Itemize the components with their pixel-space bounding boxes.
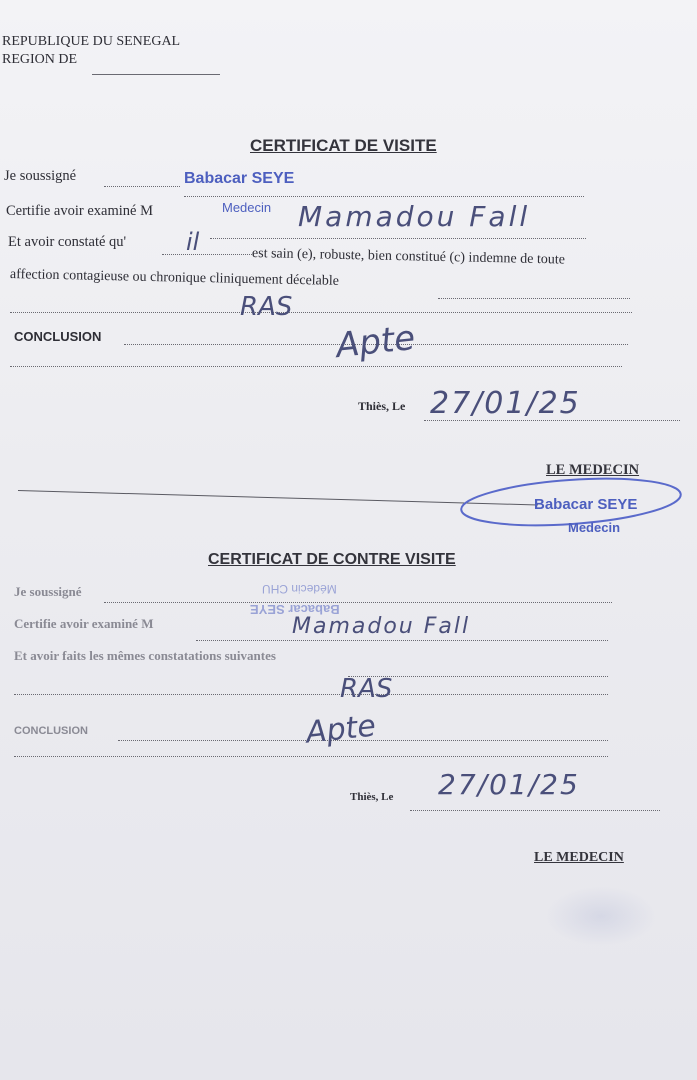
date-dots [424,420,680,421]
counter-visit-title: CERTIFICAT DE CONTRE VISITE [208,551,456,568]
undersigned-stamp-name: Babacar SEYE [184,170,295,187]
bleed-through-stamp-line-1: Médecin CHU [262,582,337,596]
republic-header: REPUBLIQUE DU SENEGAL [2,34,181,49]
counter-date-handwritten: 27/01/25 [438,768,580,801]
visit-signatory-title: LE MEDECIN [546,462,640,478]
faint-stamp-remnant [546,886,656,946]
examined-label: Certifie avoir examiné M [6,203,153,219]
noted-dots [162,254,254,255]
findings-handwritten: RAS [240,292,293,322]
counter-undersigned-label: Je soussigné [14,584,82,599]
undersigned-dots-end [184,196,584,197]
counter-place-date-label: Thiès, Le [350,791,394,803]
examined-handwritten-name: Mamadou Fall [298,200,531,233]
noted-label: Et avoir constaté qu' [8,234,127,250]
counter-signatory-title: LE MEDECIN [534,850,624,865]
counter-undersigned-dots [104,602,612,603]
conclusion-handwritten: Apte [334,317,417,367]
conclusion-label: CONCLUSION [14,329,102,344]
visit-certificate-title: CERTIFICAT DE VISITE [250,136,437,155]
counter-examined-dots [196,640,608,641]
noted-text-line-2: affection contagieuse ou chronique cliniquement décelable [9,267,340,289]
counter-conclusion-label: CONCLUSION [14,725,88,737]
counter-examined-handwritten-name: Mamadou Fall [292,614,471,639]
noted-text-line-1: est sain (e), robuste, bien constitué (c) indemne de toute [251,246,566,268]
region-label: REGION DE [2,52,78,67]
undersigned-label: Je soussigné [4,168,77,184]
doctor-stamp-name: Babacar SEYE [534,496,638,513]
counter-findings-dots-2 [14,694,608,695]
examined-dots [210,238,586,239]
region-dots [92,74,220,75]
counter-examined-label: Certifie avoir examiné M [14,616,154,631]
examined-stamp: Medecin [222,200,272,215]
noted-dots-end [438,298,630,299]
counter-conclusion-handwritten: Apte [304,708,378,751]
place-date-label: Thiès, Le [358,399,406,413]
findings-dots [10,312,632,313]
counter-findings-label: Et avoir faits les mêmes constatations suivantes [14,648,276,663]
visit-date-handwritten: 27/01/25 [430,386,581,421]
bleed-through-stamp-line-2: Babacar SEYE [250,602,340,617]
counter-findings-handwritten: RAS [340,674,393,704]
noted-pronoun: il [186,228,200,256]
undersigned-dots [104,186,180,187]
conclusion-dots-2 [10,366,622,367]
counter-conclusion-dots-2 [14,756,608,757]
counter-date-dots [410,810,660,811]
doctor-stamp-role: Medecin [568,520,621,535]
